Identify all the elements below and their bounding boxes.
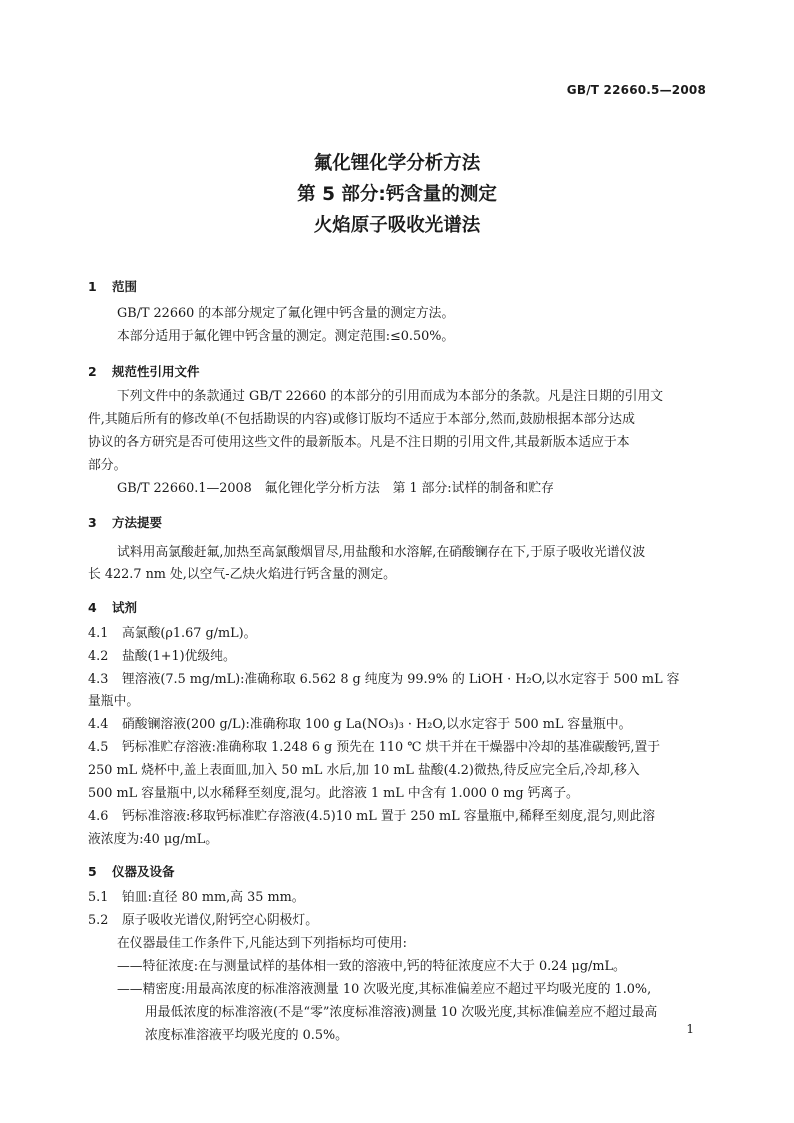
section-title: 仪器及设备 [112,864,175,879]
list-item-continuation: 量瓶中。 [88,694,140,709]
item-text: 钙标准溶液:移取钙标准贮存溶液(4.5)10 mL 置于 250 mL 容量瓶中,稀释至刻度,混匀,则此溶 [122,809,656,824]
item-text: 锂溶液(7.5 mg/mL):准确称取 6.562 8 g 纯度为 99.9% 的 LiOH · H₂O,以水定容于 500 mL 容 [122,672,680,687]
item-text: 盐酸(1+1)优级纯。 [122,649,236,664]
section-title: 规范性引用文件 [112,364,200,379]
item-text: 铂皿:直径 80 mm,高 35 mm。 [122,890,305,905]
section-4-heading [88,598,137,616]
title-line-1: 氟化锂化学分析方法 [313,153,481,174]
standard-code: GB/T 22660.5—2008 [566,83,706,97]
section-number: 5 [88,864,97,879]
paragraph-line: 件,其随后所有的修改单(不包括勘误的内容)或修订版均不适应于本部分,然而,鼓励根据本部分达成 [88,412,635,427]
section-3-heading [88,513,162,531]
paragraph: GB/T 22660 的本部分规定了氟化锂中钙含量的测定方法。 [117,306,455,321]
section-number: 3 [88,515,97,530]
title-line-3: 火焰原子吸收光谱法 [313,215,481,236]
paragraph: 在仪器最佳工作条件下,凡能达到下列指标均可使用: [117,936,407,951]
item-number: 4.6 [88,809,109,824]
dash-list-continuation: 用最低浓度的标准溶液(不是“零”浓度标准溶液)测量 10 次吸光度,其标准偏差应不超过最高 [145,1005,658,1020]
section-number: 2 [88,364,97,379]
section-title: 方法提要 [112,515,163,530]
section-number: 1 [88,279,97,294]
list-item [88,805,706,829]
list-item [88,713,706,737]
section-title: 试剂 [112,600,138,615]
list-item [88,622,706,646]
title-line-2: 第 5 部分:钙含量的测定 [297,184,497,205]
item-number: 5.1 [88,890,109,905]
item-number: 5.2 [88,913,109,928]
item-number: 4.3 [88,672,109,687]
paragraph-line: 长 422.7 nm 处,以空气-乙炔火焰进行钙含量的测定。 [88,567,396,582]
page-number: 1 [686,1022,694,1036]
item-number: 4.4 [88,717,109,732]
list-item-continuation: 500 mL 容量瓶中,以水稀释至刻度,混匀。此溶液 1 mL 中含有 1.000 0 mg 钙离子。 [88,786,579,801]
list-item-continuation: 液浓度为:40 μg/mL。 [88,832,219,847]
list-item [88,886,706,910]
paragraph-line: 部分。 [88,458,127,473]
item-number: 4.5 [88,740,109,755]
item-text: 硝酸镧溶液(200 g/L):准确称取 100 g La(NO₃)₃ · H₂O,以水定容于 500 mL 容量瓶中。 [122,717,632,732]
item-text: 高氯酸(ρ1.67 g/mL)。 [122,626,257,641]
paragraph-line: 试料用高氯酸赶氟,加热至高氯酸烟冒尽,用盐酸和水溶解,在硝酸镧存在下,于原子吸收光谱仪波 [117,545,646,560]
section-1-heading [88,277,137,295]
list-item [88,736,706,760]
section-5-heading [88,862,175,880]
paragraph-line: 协议的各方研究是否可使用这些文件的最新版本。凡是不注日期的引用文件,其最新版本适应于本 [88,435,630,450]
paragraph: 本部分适用于氟化锂中钙含量的测定。测定范围:≤0.50%。 [117,329,455,344]
item-text: 原子吸收光谱仪,附钙空心阴极灯。 [122,913,319,928]
document-title [0,148,794,241]
dash-list-item: ——精密度:用最高浓度的标准溶液测量 10 次吸光度,其标准偏差应不超过平均吸光度的 1.0%, [117,982,652,997]
section-number: 4 [88,600,97,615]
dash-list-item: ——特征浓度:在与测量试样的基体相一致的溶液中,钙的特征浓度应不大于 0.24 μg/mL。 [117,959,626,974]
dash-list-continuation: 浓度标准溶液平均吸光度的 0.5%。 [145,1028,348,1043]
list-item [88,668,706,692]
section-title: 范围 [112,279,138,294]
section-2-heading [88,362,200,380]
paragraph-line: 下列文件中的条款通过 GB/T 22660 的本部分的引用而成为本部分的条款。凡是注日期的引用文 [117,389,664,404]
list-item [88,645,706,669]
list-item [88,909,706,933]
list-item-continuation: 250 mL 烧杯中,盖上表面皿,加入 50 mL 水后,加 10 mL 盐酸(4.2)微热,待反应完全后,冷却,移入 [88,763,640,778]
normative-reference: GB/T 22660.1—2008 氟化锂化学分析方法 第 1 部分:试样的制备和贮存 [117,481,554,496]
item-text: 钙标准贮存溶液:准确称取 1.248 6 g 预先在 110 ℃ 烘干并在干燥器中冷却的基准碳酸钙,置于 [122,740,661,755]
item-number: 4.1 [88,626,109,641]
item-number: 4.2 [88,649,109,664]
